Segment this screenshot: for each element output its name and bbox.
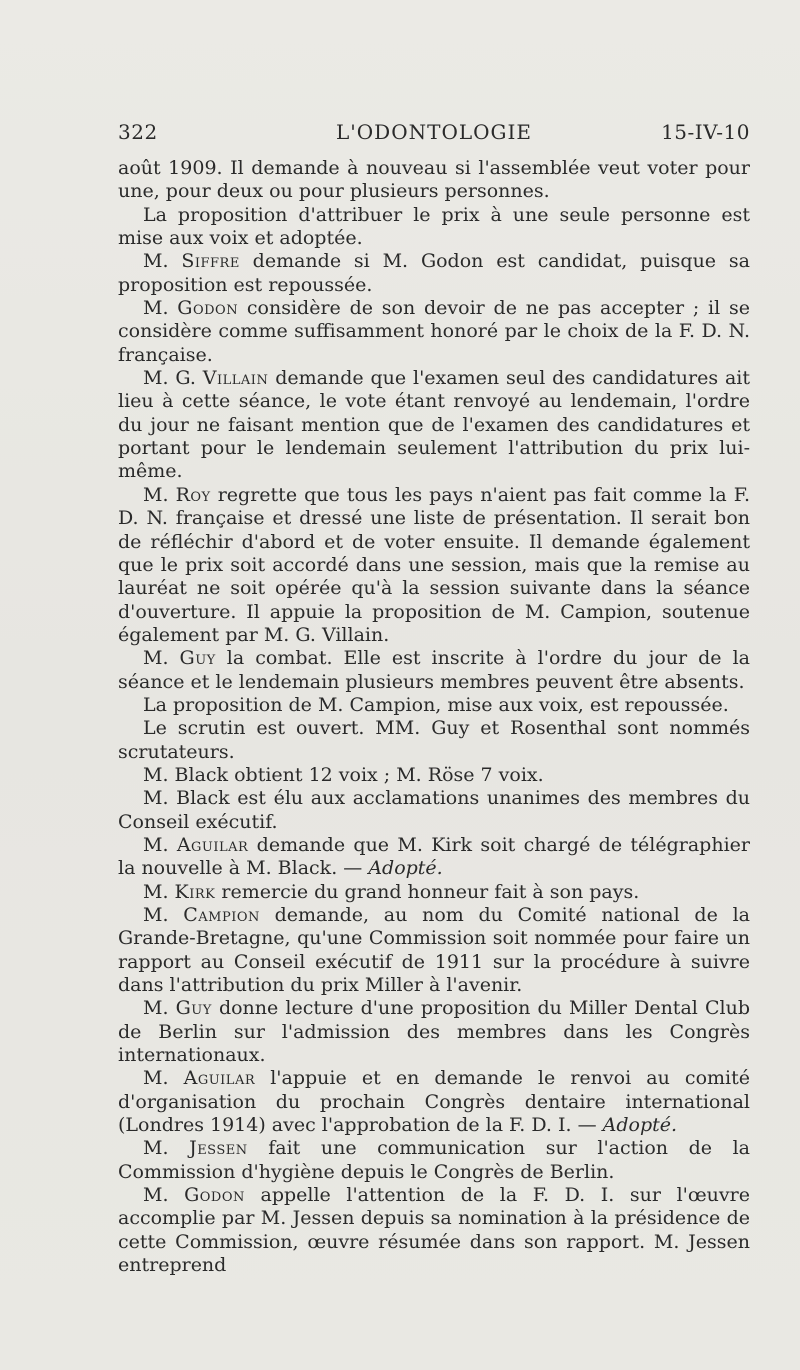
issue-date: 15-IV-10	[661, 120, 750, 144]
speaker-name: Aguilar	[183, 1067, 256, 1090]
paragraph	[118, 297, 750, 367]
text-segment: M.	[143, 483, 176, 506]
paragraph	[118, 881, 750, 904]
text-segment: M. Black est élu aux acclamations unanimes des membres du Conseil exécutif.	[118, 787, 750, 833]
paragraph	[118, 997, 750, 1067]
text-segment: M.	[143, 1184, 185, 1207]
text-segment: demande que M. Kirk soit chargé de télégraphier la nouvelle à M. Black. —	[118, 833, 750, 880]
text-segment: août 1909. Il demande à nouveau si l'assemblée veut voter pour une, pour deux ou pour plusieurs personnes.	[118, 157, 750, 203]
text-segment: M.	[143, 1137, 190, 1160]
speaker-name: Jessen	[189, 1137, 248, 1160]
page-number: 322	[118, 120, 158, 144]
paragraph	[118, 717, 750, 764]
paragraph	[118, 204, 750, 251]
speaker-name: Roy	[175, 483, 211, 506]
paragraph	[118, 1067, 750, 1137]
italic-text: Adopté.	[368, 857, 443, 880]
text-segment: remercie du grand honneur fait à son pays.	[215, 880, 640, 903]
paragraph	[118, 764, 750, 787]
speaker-name: Campion	[183, 904, 260, 926]
text-segment: fait une communication sur l'action de la Commission d'hygiène depuis le Congrès de Berlin.	[118, 1137, 750, 1183]
text-segment: M.	[143, 1067, 184, 1090]
text-segment: demande, au nom du Comité national de la Grande-Bretagne, qu'une Commission soit nommée pour faire un rapport au Conseil exécutif de 1911 sur la procédure à suivre dans l'attribution du prix Miller à l'avenir.	[118, 904, 750, 997]
speaker-name: Siffre	[181, 250, 240, 273]
text-segment: M. G.	[143, 367, 203, 390]
text-segment: M.	[143, 880, 175, 903]
text-segment: La proposition d'attribuer le prix à une seule personne est mise aux voix et adoptée.	[118, 203, 750, 250]
text-segment: l'appuie et en demande le renvoi au comité d'organisation du prochain Congrès dentaire international (Londres 1914) avec l'approbation de la F. D. I. —	[118, 1067, 750, 1137]
speaker-name: Aguilar	[176, 833, 249, 856]
body-text	[118, 157, 750, 1278]
paragraph	[118, 787, 750, 834]
speaker-name: Kirk	[174, 880, 216, 903]
paragraph	[118, 834, 750, 881]
text-segment: appelle l'attention de la F. D. I. sur l'œuvre accomplie par M. Jessen depuis sa nomination à la présidence de cette Commission, œuvre résumée dans son rapport. M. Jessen entreprend	[118, 1184, 750, 1277]
paragraph	[118, 694, 750, 717]
speaker-name: Guy	[175, 997, 212, 1020]
text-segment: M.	[143, 647, 180, 670]
paragraph	[118, 1184, 750, 1277]
text-segment: donne lecture d'une proposition du Miller Dental Club de Berlin sur l'admission des membres dans les Congrès internationaux.	[118, 997, 750, 1067]
text-segment: demande que l'examen seul des candidatures ait lieu à cette séance, le vote étant renvoyé au lendemain, l'ordre du jour ne faisant mention que de l'examen des candidatures et portant pour le lendemain seulement l'attribution du prix lui-même.	[118, 367, 750, 483]
text-segment: M.	[143, 904, 184, 926]
text-segment: M.	[143, 297, 178, 320]
speaker-name: Godon	[184, 1184, 245, 1207]
running-header	[118, 120, 750, 150]
paragraph	[118, 157, 750, 204]
paragraph	[118, 647, 750, 694]
speaker-name: Villain	[202, 367, 269, 390]
text-segment: considère de son devoir de ne pas accepter ; il se considère comme suffisamment honoré par le choix de la F. D. N. française.	[118, 297, 750, 366]
italic-text: Adopté.	[602, 1114, 678, 1137]
text-segment: la combat. Elle est inscrite à l'ordre du jour de la séance et le lendemain plusieurs membres peuvent être absents.	[118, 647, 750, 693]
speaker-name: Godon	[177, 297, 239, 320]
speaker-name: Guy	[179, 647, 216, 670]
text-segment: M.	[143, 250, 182, 273]
paragraph	[118, 904, 750, 997]
paragraph	[118, 1137, 750, 1184]
journal-title: L'ODONTOLOGIE	[336, 120, 532, 144]
paragraph	[118, 250, 750, 297]
text-segment: M.	[143, 997, 176, 1020]
text-segment: M.	[143, 833, 177, 856]
paragraph	[118, 367, 750, 484]
text-segment: regrette que tous les pays n'aient pas fait comme la F. D. N. française et dressé une liste de présentation. Il serait bon de réfléchir d'abord et de voter ensuite. Il demande également que le prix soit accordé dans une session, mais que la remise au lauréat ne soit opérée qu'à la session suivante dans la séance d'ouverture. Il appuie la proposition de M. Campion, soutenue également par M. G. Villain.	[118, 483, 750, 646]
text-segment: La proposition de M. Campion, mise aux voix, est repoussée.	[143, 693, 729, 716]
text-segment: demande si M. Godon est candidat, puisque sa proposition est repoussée.	[118, 250, 750, 296]
text-segment: M. Black obtient 12 voix ; M. Röse 7 voix.	[143, 763, 544, 786]
text-segment: Le scrutin est ouvert. MM. Guy et Rosenthal sont nommés scrutateurs.	[118, 717, 750, 763]
paragraph	[118, 484, 750, 647]
